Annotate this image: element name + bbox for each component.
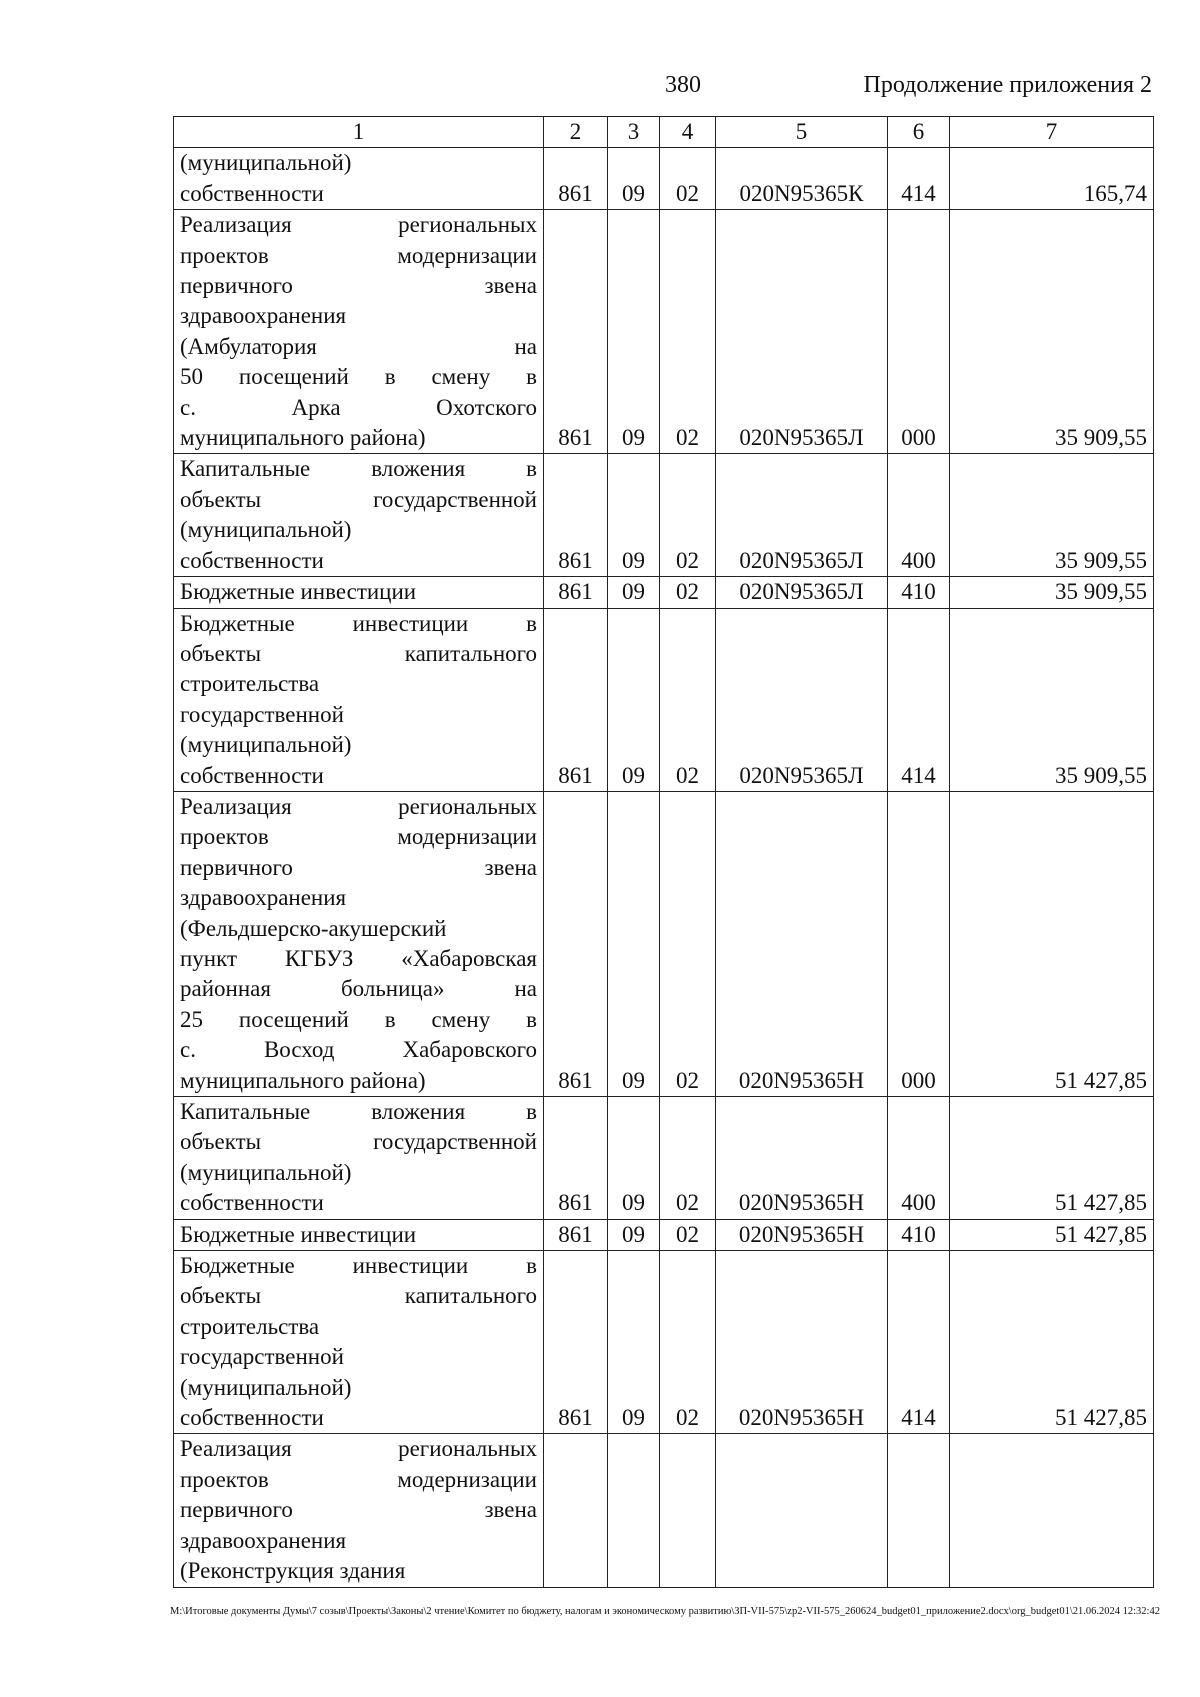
description-line: строительства	[180, 1313, 320, 1339]
section-code-cell: 09	[608, 608, 660, 791]
ministry-code-cell: 861	[544, 148, 608, 210]
budget-table	[173, 116, 1154, 1588]
subsection-code-cell: 02	[660, 1097, 716, 1220]
description-line: Бюджетные инвестиции в	[180, 1253, 537, 1279]
description-line: первичного звена	[180, 273, 537, 299]
column-header: 1	[174, 117, 544, 148]
description-line: собственности	[180, 180, 324, 206]
description-line: Капитальные вложения в	[180, 1099, 537, 1124]
description-line: проектов модернизации	[180, 1466, 537, 1492]
row-description	[174, 1251, 544, 1434]
description-line: объекты государственной	[180, 486, 537, 512]
amount-cell	[950, 1434, 1154, 1587]
section-code-cell: 09	[608, 148, 660, 210]
description-line: (Амбулатория на	[180, 333, 537, 359]
table-row	[174, 608, 1154, 791]
description-line: первичного звена	[180, 1497, 537, 1523]
expense-type-cell	[888, 1434, 950, 1587]
section-code-cell: 09	[608, 1251, 660, 1434]
expense-type-cell: 400	[888, 454, 950, 577]
header-row	[174, 117, 1154, 148]
description-line: строительства	[180, 671, 320, 697]
description-line: проектов модернизации	[180, 242, 537, 268]
target-article-cell: 020N95365Н	[716, 1219, 888, 1250]
target-article-cell	[716, 1434, 888, 1587]
table-row	[174, 210, 1154, 454]
table-row	[174, 1434, 1154, 1587]
ministry-code-cell: 861	[544, 210, 608, 454]
row-description	[174, 454, 544, 577]
table-row	[174, 1219, 1154, 1250]
target-article-cell: 020N95365Л	[716, 454, 888, 577]
section-code-cell	[608, 1434, 660, 1587]
description-line: (муниципальной)	[180, 517, 352, 543]
table-row	[174, 577, 1154, 608]
description-line: (муниципальной)	[180, 150, 352, 176]
description-line: (муниципальной)	[180, 1374, 352, 1400]
description-line: (муниципальной)	[180, 732, 352, 758]
table-row	[174, 454, 1154, 577]
amount-cell: 35 909,55	[950, 577, 1154, 608]
description-line: (Фельдшерско-акушерский	[180, 915, 447, 941]
column-header: 7	[950, 117, 1154, 148]
ministry-code-cell	[544, 1434, 608, 1587]
ministry-code-cell: 861	[544, 608, 608, 791]
description-line: Капитальные вложения в	[180, 456, 537, 482]
description-line: государственной	[180, 701, 344, 727]
amount-cell: 51 427,85	[950, 1219, 1154, 1250]
subsection-code-cell: 02	[660, 454, 716, 577]
amount-cell: 35 909,55	[950, 210, 1154, 454]
section-code-cell: 09	[608, 1219, 660, 1250]
subsection-code-cell: 02	[660, 1219, 716, 1250]
expense-type-cell: 410	[888, 1219, 950, 1250]
column-header: 3	[608, 117, 660, 148]
description-line: Бюджетные инвестиции	[180, 1221, 417, 1247]
expense-type-cell: 400	[888, 1097, 950, 1220]
ministry-code-cell: 861	[544, 1097, 608, 1220]
description-line: проектов модернизации	[180, 824, 537, 850]
amount-cell: 165,74	[950, 148, 1154, 210]
description-line: муниципального района)	[180, 425, 426, 451]
subsection-code-cell: 02	[660, 1251, 716, 1434]
column-header: 5	[716, 117, 888, 148]
description-line: собственности	[180, 547, 324, 573]
target-article-cell: 020N95365Н	[716, 1251, 888, 1434]
target-article-cell: 020N95365Н	[716, 1097, 888, 1220]
section-code-cell: 09	[608, 454, 660, 577]
column-header: 6	[888, 117, 950, 148]
row-description	[174, 1097, 544, 1220]
subsection-code-cell: 02	[660, 148, 716, 210]
table-row	[174, 791, 1154, 1096]
description-line: государственной	[180, 1344, 344, 1370]
section-code-cell: 09	[608, 791, 660, 1096]
description-line: 50 посещений в смену в	[180, 364, 537, 390]
section-code-cell: 09	[608, 210, 660, 454]
expense-type-cell: 000	[888, 791, 950, 1096]
file-path-footer: M:\Итоговые документы Думы\7 созыв\Проекты\Законы\2 чтение\Комитет по бюджету, налогам и экономическому развитию\ЗП-VII-575\zp2-VII-575_260624_budget01_приложение2.docx\org_budget01\21.06.2024 12:32:42	[170, 1606, 1160, 1617]
description-line: с. Восход Хабаровского	[180, 1037, 537, 1063]
row-description	[174, 1434, 544, 1587]
amount-cell: 51 427,85	[950, 1251, 1154, 1434]
row-description	[174, 791, 544, 1096]
ministry-code-cell: 861	[544, 791, 608, 1096]
amount-cell: 35 909,55	[950, 454, 1154, 577]
description-line: здравоохранения	[180, 885, 347, 911]
description-line: Реализация региональных	[180, 212, 537, 238]
column-header: 2	[544, 117, 608, 148]
column-header: 4	[660, 117, 716, 148]
ministry-code-cell: 861	[544, 577, 608, 608]
description-line: Бюджетные инвестиции в	[180, 610, 537, 636]
description-line: районная больница» на	[180, 976, 537, 1002]
row-description	[174, 1219, 544, 1250]
description-line: первичного звена	[180, 854, 537, 880]
description-line: с. Арка Охотского	[180, 394, 537, 420]
description-line: 25 посещений в смену в	[180, 1006, 537, 1032]
subsection-code-cell	[660, 1434, 716, 1587]
expense-type-cell: 414	[888, 1251, 950, 1434]
description-line: Бюджетные инвестиции	[180, 579, 417, 605]
expense-type-cell: 000	[888, 210, 950, 454]
description-line: пункт КГБУЗ «Хабаровская	[180, 945, 537, 971]
table-row	[174, 1251, 1154, 1434]
subsection-code-cell: 02	[660, 791, 716, 1096]
description-line: объекты государственной	[180, 1129, 537, 1155]
amount-cell: 51 427,85	[950, 1097, 1154, 1220]
target-article-cell: 020N95365Л	[716, 210, 888, 454]
description-line: муниципального района)	[180, 1067, 426, 1093]
target-article-cell: 020N95365К	[716, 148, 888, 210]
row-description	[174, 210, 544, 454]
page-number: 380	[665, 72, 701, 98]
subsection-code-cell: 02	[660, 608, 716, 791]
ministry-code-cell: 861	[544, 1251, 608, 1434]
description-line: (Реконструкция здания	[180, 1558, 406, 1584]
row-description	[174, 148, 544, 210]
continuation-label: Продолжение приложения 2	[863, 72, 1152, 98]
description-line: объекты капитального	[180, 1283, 537, 1309]
row-description	[174, 577, 544, 608]
amount-cell: 35 909,55	[950, 608, 1154, 791]
subsection-code-cell: 02	[660, 577, 716, 608]
expense-type-cell: 410	[888, 577, 950, 608]
ministry-code-cell: 861	[544, 454, 608, 577]
description-line: Реализация региональных	[180, 1436, 537, 1462]
description-line: (муниципальной)	[180, 1159, 352, 1185]
description-line: объекты капитального	[180, 640, 537, 666]
section-code-cell: 09	[608, 1097, 660, 1220]
description-line: здравоохранения	[180, 303, 347, 329]
ministry-code-cell: 861	[544, 1219, 608, 1250]
target-article-cell: 020N95365Л	[716, 577, 888, 608]
description-line: собственности	[180, 1190, 324, 1216]
description-line: Реализация региональных	[180, 793, 537, 819]
description-line: здравоохранения	[180, 1527, 347, 1553]
expense-type-cell: 414	[888, 608, 950, 791]
target-article-cell: 020N95365Н	[716, 791, 888, 1096]
description-line: собственности	[180, 1405, 324, 1431]
expense-type-cell: 414	[888, 148, 950, 210]
description-line: собственности	[180, 762, 324, 788]
table-row	[174, 148, 1154, 210]
section-code-cell: 09	[608, 577, 660, 608]
target-article-cell: 020N95365Л	[716, 608, 888, 791]
table-row	[174, 1097, 1154, 1220]
row-description	[174, 608, 544, 791]
subsection-code-cell: 02	[660, 210, 716, 454]
amount-cell: 51 427,85	[950, 791, 1154, 1096]
